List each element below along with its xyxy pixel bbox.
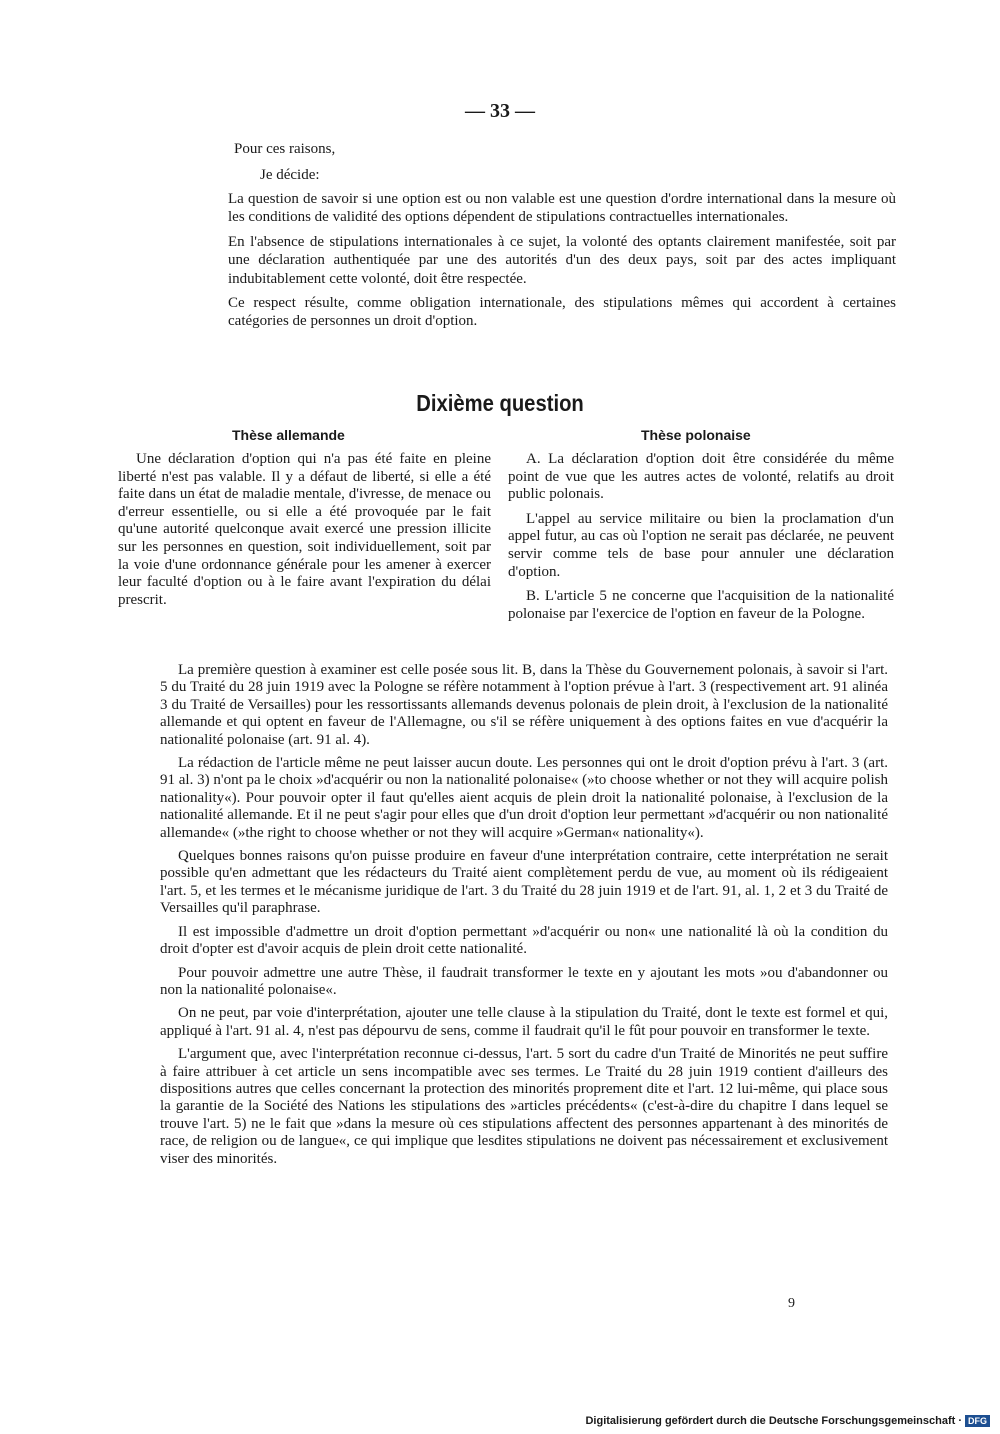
decision-paragraph: Ce respect résulte, comme obligation internationale, des stipulations mêmes qui accordent à certaines catégories de personnes un droit d'option. [228,295,896,330]
body-paragraph: L'argument que, avec l'interprétation reconnue ci-dessus, l'art. 5 sort du cadre d'un Traité de Minorités ne peut suffire à faire attribuer à cet article un sens incompatible avec ses termes. Le Traité du 28 juin 1919 contient d'ailleurs des dispositions autres que celles concernant la protection des minorités proprement dite et l'art. 12 lui-même, qui place sous la garantie de la Société des Nations les stipulations des »articles précédents« (c'est-à-dire du chapitre I dans lequel se trouve l'art. 5) ne le fait que »dans la mesure où ces stipulations affectent des personnes appartenant à des minorités de race, de religion ou de langue«, ce qui implique que lesdites stipulations ne doivent pas nécessairement et exclusivement viser des minorités. [160,1046,888,1167]
body-paragraph: On ne peut, par voie d'interprétation, ajouter une telle clause à la stipulation du Traité, dont le texte est formel et qui, appliqué à l'art. 91 al. 4, n'est pas dépourvu de sens, comme il faudrait qu'il le fût pour pouvoir en transformer le texte. [160,1005,888,1039]
decision-block [228,190,896,337]
page-number: — 33 — [465,100,535,122]
these-polonaise-heading: Thèse polonaise [641,427,751,443]
these-allemande-heading: Thèse allemande [232,427,345,443]
decision-paragraph: La question de savoir si une option est ou non valable est une question d'ordre international dans la mesure où les conditions de validité des options dépendent de stipulations contractuelles internationales. [228,191,896,226]
main-body [160,662,888,1174]
intro-line-2: Je décide: [260,167,320,183]
footer-credit [585,1415,990,1427]
these-allemande-paragraph: Une déclaration d'option qui n'a pas été faite en pleine liberté n'est pas valable. Il y a défaut de liberté, si elle a été faite dans un état de maladie mentale, d'ivresse, de menace ou d'erreur essentielle, ou si elle a été provoquée par le fait qu'une autorité quelconque avait exercé une pression illicite sur les personnes en question, soit individuellement, soit par la voie d'une ordonnance générale pour les amener à exercer leur faculté d'option ou à le faire avant l'expiration du délai prescrit. [118,451,491,608]
body-paragraph: Pour pouvoir admettre une autre Thèse, il faudrait transformer le texte en y ajoutant les mots »ou d'abandonner ou non la nationalité polonaise«. [160,964,888,998]
body-paragraph: Quelques bonnes raisons qu'on puisse produire en faveur d'une interprétation contraire, cette interprétation ne serait possible qu'en admettant que les rédacteurs du Traité aient complètement perdu de vue, au moment où ils rédigeaient l'art. 5, et les termes et le mécanisme juridique de l'art. 3 du Traité du 28 juin 1919 et de l'art. 91, al. 1, 2 et 3 du Traité de Versailles qu'il paraphrase. [160,848,888,917]
these-allemande-column [118,451,491,616]
these-polonaise-paragraph: B. L'article 5 ne concerne que l'acquisition de la nationalité polonaise par l'exercice de l'option en faveur de la Pologne. [508,588,894,622]
body-paragraph: La rédaction de l'article même ne peut laisser aucun doute. Les personnes qui ont le droit d'option prévu à l'art. 3 (art. 91 al. 3) n'ont pa le choix »d'acquérir ou non la nationalité polonaise« (»to choose whether or not they will acquire polish nationality«). Pour pouvoir opter il faut qu'elles aient acquis de plein droit la nationalité polonaise, à l'exclusion de la nationalité allemande. Et il ne peut s'agir pour elles que d'un droit d'option leur permettant »d'acquérir ou non nationalité allemande« (»the right to choose whether or not they will acquire »German« nationality«). [160,755,888,841]
these-polonaise-column [508,451,894,630]
decision-paragraph: En l'absence de stipulations internationales à ce sujet, la volonté des optants clairement manifestée, soit par une déclaration authentiquée par une des autorités d'un des deux pays, soit par des actes impliquant indubitablement cette volonté, doit être respectée. [228,233,896,287]
intro [212,140,335,184]
these-polonaise-paragraph: L'appel au service militaire ou bien la proclamation d'un appel futur, au cas où l'option ne serait pas déclarée, ne peuvent servir comme tels de base pour annuler une déclaration d'option. [508,510,894,580]
dfg-logo: DFG [965,1415,990,1427]
body-paragraph: Il est impossible d'admettre un droit d'option permettant »d'acquérir ou non« une nationalité là où la condition du droit d'opter est d'avoir acquis de plein droit cette nationalité. [160,923,888,958]
these-polonaise-paragraph: A. La déclaration d'option doit être considérée du même point de vue que les autres actes de volonté, relatifs au droit public polonais. [508,451,894,503]
intro-line-1: Pour ces raisons, [234,141,336,157]
sheet-number: 9 [788,1296,795,1311]
body-paragraph: La première question à examiner est celle posée sous lit. B, dans la Thèse du Gouvernement polonais, à savoir si l'art. 5 du Traité du 28 juin 1919 avec la Pologne se réfère notamment à l'option prévue à l'art. 3 (respectivement art. 91 alinéa 3 du Traité de Versailles) pour les ressortissants allemands devenus polonais de plein droit, à l'exclusion de la nationalité allemande et qui optent en faveur de l'Allemagne, ou s'il se réfère uniquement à des options faites en vue d'acquérir la nationalité polonaise (art. 91 al. 4). [160,662,888,748]
footer-text: Digitalisierung gefördert durch die Deutsche Forschungsgemeinschaft · [585,1415,962,1427]
section-title: Dixième question [416,390,584,416]
